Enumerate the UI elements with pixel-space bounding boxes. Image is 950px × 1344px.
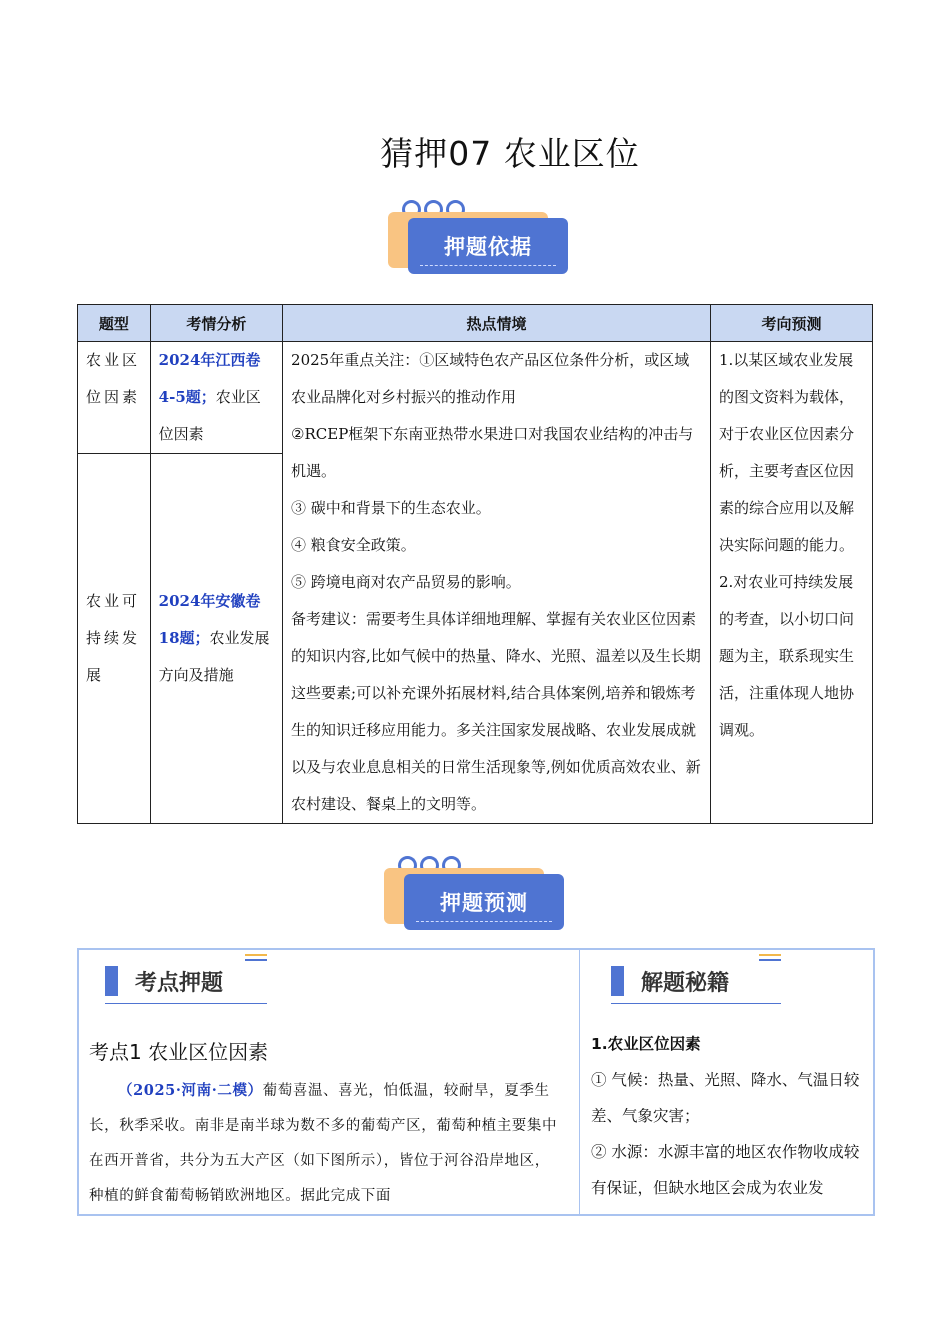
row2-analysis bbox=[150, 454, 282, 824]
row2-type: 农业可持续发展 bbox=[78, 454, 151, 824]
banner-basis bbox=[388, 200, 568, 282]
banner-predict bbox=[384, 856, 564, 938]
tips-line: ② 水源：水源丰富的地区农作物收成较有保证，但缺水地区会成为农业发 bbox=[591, 1143, 860, 1197]
exam-point-content bbox=[89, 1036, 559, 1214]
header-type: 题型 bbox=[78, 305, 151, 342]
tag-exam-points-label: 考点押题 bbox=[135, 971, 224, 996]
basis-table bbox=[77, 304, 873, 824]
hot-line: ④ 粮食安全政策。 bbox=[291, 536, 416, 554]
hot-line: ②RCEP框架下东南亚热带水果进口对我国农业结构的冲击与机遇。 bbox=[291, 425, 694, 480]
hot-line: ③ 碳中和背景下的生态农业。 bbox=[291, 499, 491, 517]
tips-line: ① 气候：热量、光照、降水、气温日较差、气象灾害； bbox=[591, 1071, 860, 1125]
row1-analysis-source: 2024年江西卷4-5题； bbox=[158, 351, 261, 406]
page-title: 猜押07 农业区位 bbox=[380, 134, 640, 173]
banner-basis-label: 押题依据 bbox=[408, 218, 568, 274]
tag-tips bbox=[611, 964, 781, 1000]
hot-line: 2025年重点关注：①区域特色农产品区位条件分析，或区域农业品牌化对乡村振兴的推动作用 bbox=[291, 351, 690, 406]
row1-analysis-text: 农业区位因素 bbox=[158, 388, 261, 443]
tips-content bbox=[591, 1026, 865, 1206]
question-paragraph bbox=[89, 1073, 559, 1214]
header-hot: 热点情境 bbox=[283, 305, 711, 342]
forecast-cell bbox=[710, 342, 872, 824]
row2-analysis-text: 农业发展方向及措施 bbox=[158, 629, 270, 684]
exam-point-title: 考点1 农业区位因素 bbox=[89, 1040, 269, 1064]
row1-analysis bbox=[150, 342, 282, 454]
hot-line: 备考建议：需要考生具体详细地理解、掌握有关农业区位因素的知识内容,比如气候中的热量、降水、光照、温差以及生长期这些要素;可以补充课外拓展材料,结合具体案例,培养和锻炼考生的知识迁移应用能力。多关注国家发展战略、农业发展成就以及与农业息息相关的日常生活现象等,例如优质高效农业、新农村建设、餐桌上的文明等。 bbox=[291, 610, 701, 813]
tag-tips-label: 解题秘籍 bbox=[641, 971, 730, 996]
prediction-box bbox=[77, 948, 875, 1216]
row2-analysis-source: 2024年安徽卷18题； bbox=[158, 592, 261, 647]
table-header-row bbox=[78, 305, 873, 342]
forecast-line: 2.对农业可持续发展的考查，以小切口问题为主，联系现实生活，注重体现人地协调观。 bbox=[718, 573, 854, 739]
question-source: （2025·河南·二模） bbox=[118, 1082, 263, 1099]
question-text: 葡萄喜温、喜光，怕低温，较耐旱，夏季生长，秋季采收。南非是南半球为数不多的葡萄产区，葡萄种植主要集中在西开普省，共分为五大产区（如下图所示），皆位于河谷沿岸地区，种植的鲜食葡萄畅销欧洲地区。据此完成下面 bbox=[89, 1083, 558, 1204]
hot-line: ⑤ 跨境电商对农产品贸易的影响。 bbox=[291, 573, 521, 591]
header-forecast: 考向预测 bbox=[710, 305, 872, 342]
tag-exam-points bbox=[105, 964, 267, 1000]
banner-predict-label: 押题预测 bbox=[404, 874, 564, 930]
table-row bbox=[78, 342, 873, 454]
hot-topics-cell bbox=[283, 342, 711, 824]
column-divider bbox=[579, 950, 580, 1214]
header-analysis: 考情分析 bbox=[150, 305, 282, 342]
forecast-line: 1.以某区域农业发展的图文资料为载体，对于农业区位因素分析，主要考查区位因素的综合应用以及解决实际问题的能力。 bbox=[718, 351, 854, 554]
tips-heading: 1.农业区位因素 bbox=[591, 1035, 701, 1053]
row1-type: 农业区位因素 bbox=[78, 342, 151, 454]
